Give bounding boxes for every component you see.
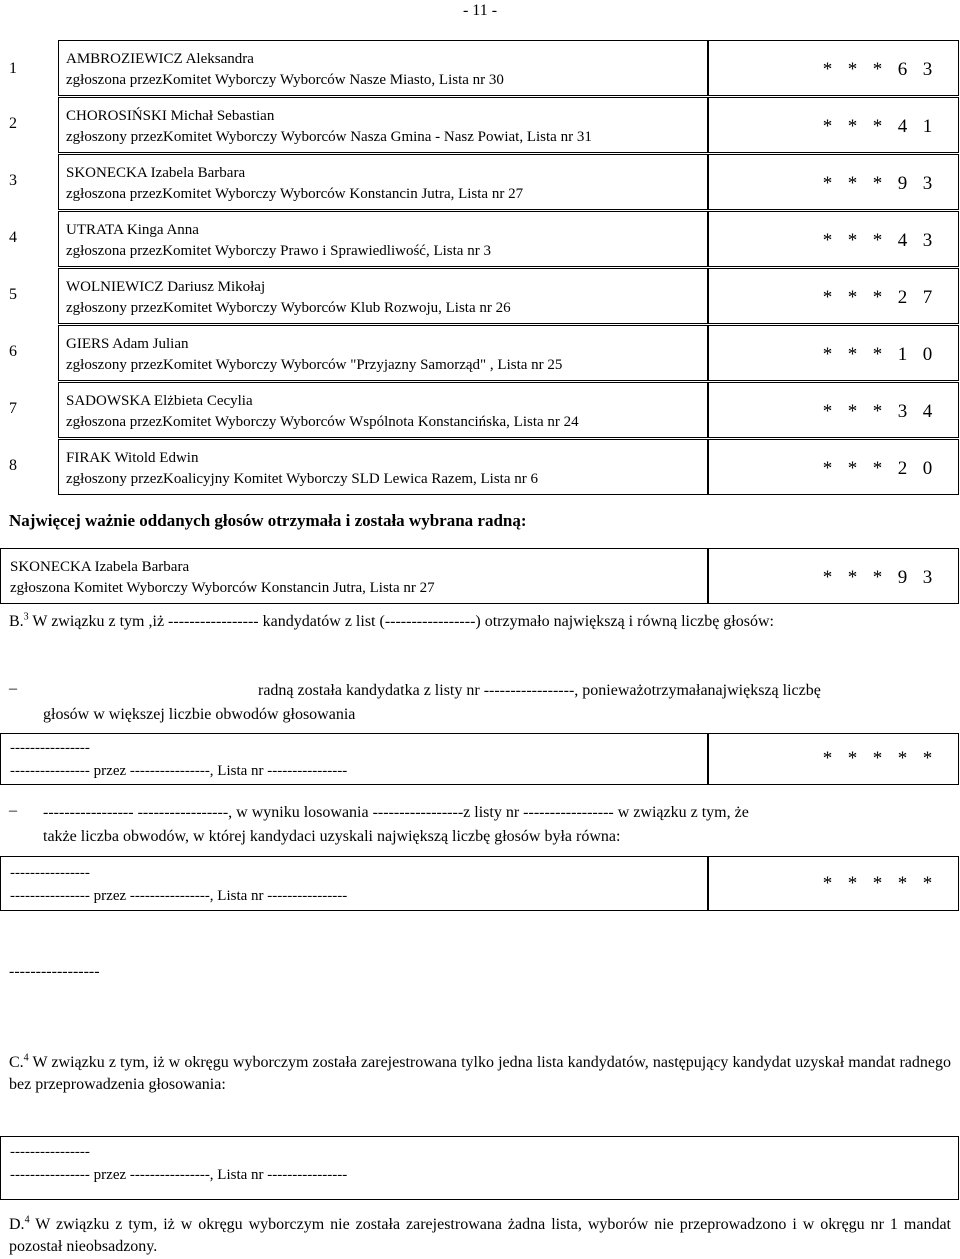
candidate-committee: zgłoszony przezKomitet Wyborczy Wyborców "Przyjazny Samorząd" , Lista nr 25 xyxy=(66,357,563,373)
section-d-paragraph xyxy=(9,1214,951,1258)
vote-digit: 3 xyxy=(922,230,933,251)
vote-digit: * xyxy=(847,287,858,308)
vote-digit: * xyxy=(872,287,883,308)
candidate-number: 6 xyxy=(9,343,17,360)
winner-heading: Najwięcej ważnie oddanych głosów otrzymała i została wybrana radną: xyxy=(9,511,527,530)
winner-votes xyxy=(815,567,940,589)
winner-name-box xyxy=(0,548,708,604)
candidate-number: 3 xyxy=(9,172,17,189)
box2-votes xyxy=(815,873,940,895)
candidate-votes-cell xyxy=(708,268,959,324)
section-b-label: B. xyxy=(9,613,24,630)
section-b-dash2-line2: także liczba obwodów, w której kandydaci uzyskali największą liczbę głosów była równa: xyxy=(43,828,621,845)
candidate-votes xyxy=(815,230,940,252)
candidate-votes-cell xyxy=(708,97,959,153)
candidate-name: FIRAK Witold Edwin xyxy=(66,450,199,466)
candidate-name-cell xyxy=(58,211,708,267)
box1-votes xyxy=(815,748,940,770)
candidate-number: 1 xyxy=(9,60,17,77)
candidate-name: WOLNIEWICZ Dariusz Mikołaj xyxy=(66,279,266,295)
vote-digit: * xyxy=(847,230,858,251)
box2-line1: ---------------- xyxy=(10,865,90,881)
candidate-name-cell xyxy=(58,439,708,495)
vote-digit: * xyxy=(897,748,908,769)
vote-digit: 9 xyxy=(897,567,908,588)
candidate-votes xyxy=(815,116,940,138)
vote-digit: * xyxy=(822,873,833,894)
vote-digit: * xyxy=(872,173,883,194)
candidate-votes xyxy=(815,344,940,366)
vote-digit: 4 xyxy=(897,230,908,251)
vote-digit: * xyxy=(847,748,858,769)
candidate-votes-cell xyxy=(708,325,959,381)
vote-digit: * xyxy=(872,59,883,80)
section-c-paragraph xyxy=(9,1052,951,1096)
candidate-row xyxy=(0,211,960,267)
candidate-votes xyxy=(815,173,940,195)
candidate-number: 4 xyxy=(9,229,17,246)
box1-line2: ---------------- przez ----------------, Lista nr ---------------- xyxy=(10,763,348,779)
bullet-dash-2: – xyxy=(9,802,17,819)
vote-digit: 3 xyxy=(922,59,933,80)
vote-digit: * xyxy=(822,748,833,769)
vote-digit: * xyxy=(872,873,883,894)
vote-digit: * xyxy=(872,344,883,365)
vote-digit: 1 xyxy=(897,344,908,365)
vote-digit: * xyxy=(822,116,833,137)
vote-digit: 2 xyxy=(897,458,908,479)
candidate-name-cell xyxy=(58,268,708,324)
candidate-name: CHOROSIŃSKI Michał Sebastian xyxy=(66,108,275,124)
candidate-name: UTRATA Kinga Anna xyxy=(66,222,199,238)
vote-digit: 0 xyxy=(922,344,933,365)
candidate-row xyxy=(0,97,960,153)
vote-digit: 0 xyxy=(922,458,933,479)
section-d-label: D. xyxy=(9,1216,25,1233)
candidate-number: 2 xyxy=(9,115,17,132)
vote-digit: 2 xyxy=(897,287,908,308)
candidate-name-cell xyxy=(58,325,708,381)
vote-digit: * xyxy=(847,567,858,588)
candidate-committee: zgłoszony przezKoalicyjny Komitet Wyborczy SLD Lewica Razem, Lista nr 6 xyxy=(66,471,539,487)
vote-digit: * xyxy=(897,873,908,894)
vote-digit: * xyxy=(872,567,883,588)
winner-name: SKONECKA Izabela Barbara xyxy=(10,559,190,575)
candidate-number: 8 xyxy=(9,457,17,474)
candidate-votes xyxy=(815,59,940,81)
section-c-box-line1: ---------------- xyxy=(10,1144,90,1160)
vote-digit: 3 xyxy=(922,173,933,194)
candidate-votes xyxy=(815,401,940,423)
vote-digit: 3 xyxy=(897,401,908,422)
vote-digit: * xyxy=(822,567,833,588)
vote-digit: * xyxy=(822,287,833,308)
candidate-votes-cell xyxy=(708,40,959,96)
section-b-dash1-line1: radną została kandydatka z listy nr -----------------, ponieważotrzymałanajwiększą liczbę xyxy=(258,682,821,699)
vote-digit: * xyxy=(872,116,883,137)
vote-digit: * xyxy=(847,173,858,194)
candidate-votes xyxy=(815,458,940,480)
candidate-votes-cell xyxy=(708,439,959,495)
vote-digit: 7 xyxy=(922,287,933,308)
vote-digit: * xyxy=(847,873,858,894)
section-b-footnote: 3 xyxy=(23,611,29,623)
vote-digit: 4 xyxy=(897,116,908,137)
box2-line2: ---------------- przez ----------------, Lista nr ---------------- xyxy=(10,888,348,904)
section-b-box2-right xyxy=(708,856,959,911)
candidate-votes-cell xyxy=(708,211,959,267)
candidate-committee: zgłoszona przezKomitet Wyborczy Wyborców Wspólnota Konstancińska, Lista nr 24 xyxy=(66,414,579,430)
page-number: - 11 - xyxy=(462,2,498,19)
candidate-name-cell xyxy=(58,40,708,96)
vote-digit: * xyxy=(847,59,858,80)
section-b-dash1-line2: głosów w większej liczbie obwodów głosowania xyxy=(43,706,356,723)
vote-digit: * xyxy=(822,458,833,479)
winner-committee: zgłoszona Komitet Wyborczy Wyborców Konstancin Jutra, Lista nr 27 xyxy=(10,580,435,596)
candidate-name: GIERS Adam Julian xyxy=(66,336,189,352)
section-d-text: W związku z tym, iż w okręgu wyborczym nie została zarejestrowana żadna lista, wyborów nie przeprowadzono i w okręgu nr 1 mandat pozostał nieobsadzony. xyxy=(9,1216,951,1255)
box1-line1: ---------------- xyxy=(10,740,90,756)
candidate-committee: zgłoszony przezKomitet Wyborczy Wyborców Klub Rozwoju, Lista nr 26 xyxy=(66,300,511,316)
candidate-row xyxy=(0,154,960,210)
section-b-box1-right xyxy=(708,733,959,785)
section-b-box2-left xyxy=(0,856,708,911)
candidate-name-cell xyxy=(58,97,708,153)
candidate-name: AMBROZIEWICZ Aleksandra xyxy=(66,51,254,67)
section-c-box-line2: ---------------- przez ----------------, Lista nr ---------------- xyxy=(10,1167,348,1183)
candidate-committee: zgłoszona przezKomitet Wyborczy Prawo i Sprawiedliwość, Lista nr 3 xyxy=(66,243,491,259)
section-c-box xyxy=(0,1136,959,1200)
section-c-text: W związku z tym, iż w okręgu wyborczym została zarejestrowana tylko jedna lista kandydatów, następujący kandydat uzyskał mandat radnego bez przeprowadzenia głosowania: xyxy=(9,1054,951,1093)
candidate-name-cell xyxy=(58,154,708,210)
vote-digit: * xyxy=(872,458,883,479)
candidate-committee: zgłoszony przezKomitet Wyborczy Wyborców Nasza Gmina - Nasz Powiat, Lista nr 31 xyxy=(66,129,592,145)
candidate-votes xyxy=(815,287,940,309)
candidate-row xyxy=(0,439,960,495)
section-b-box1-left xyxy=(0,733,708,785)
vote-digit: * xyxy=(922,873,933,894)
vote-digit: * xyxy=(922,748,933,769)
vote-digit: 1 xyxy=(922,116,933,137)
vote-digit: * xyxy=(872,748,883,769)
vote-digit: 6 xyxy=(897,59,908,80)
candidate-name: SKONECKA Izabela Barbara xyxy=(66,165,246,181)
section-d-footnote: 4 xyxy=(24,1214,30,1226)
vote-digit: * xyxy=(847,116,858,137)
vote-digit: * xyxy=(872,230,883,251)
vote-digit: * xyxy=(822,59,833,80)
candidate-committee: zgłoszona przezKomitet Wyborczy Wyborców Konstancin Jutra, Lista nr 27 xyxy=(66,186,524,202)
section-b-text: W związku z tym ,iż ----------------- kandydatów z list (-----------------) otrzymało największą i równą liczbę głosów: xyxy=(28,613,774,630)
section-b-dash2-line1: ----------------- -----------------, w wyniku losowania -----------------z listy nr ----------------- w związku z tym, że xyxy=(43,804,749,821)
section-b-paragraph xyxy=(9,611,951,633)
vote-digit: * xyxy=(847,458,858,479)
candidate-number: 7 xyxy=(9,400,17,417)
candidate-name-cell xyxy=(58,382,708,438)
candidate-row xyxy=(0,325,960,381)
candidate-row xyxy=(0,268,960,324)
vote-digit: * xyxy=(847,344,858,365)
winner-votes-box xyxy=(708,548,959,604)
vote-digit: * xyxy=(822,401,833,422)
vote-digit: * xyxy=(822,173,833,194)
section-c-footnote: 4 xyxy=(23,1052,29,1064)
candidate-votes-cell xyxy=(708,382,959,438)
vote-digit: 3 xyxy=(922,567,933,588)
vote-digit: * xyxy=(822,230,833,251)
candidate-votes-cell xyxy=(708,154,959,210)
candidate-number: 5 xyxy=(9,286,17,303)
candidate-name: SADOWSKA Elżbieta Cecylia xyxy=(66,393,253,409)
vote-digit: * xyxy=(822,344,833,365)
section-c-label: C. xyxy=(9,1054,24,1071)
vote-digit: 9 xyxy=(897,173,908,194)
vote-digit: * xyxy=(847,401,858,422)
vote-digit: * xyxy=(872,401,883,422)
candidate-committee: zgłoszona przezKomitet Wyborczy Wyborców Nasze Miasto, Lista nr 30 xyxy=(66,72,504,88)
vote-digit: 4 xyxy=(922,401,933,422)
candidate-row xyxy=(0,40,960,96)
candidate-row xyxy=(0,382,960,438)
bullet-dash-1: – xyxy=(9,680,17,697)
section-b-trailing-dashes: ----------------- xyxy=(9,963,100,980)
